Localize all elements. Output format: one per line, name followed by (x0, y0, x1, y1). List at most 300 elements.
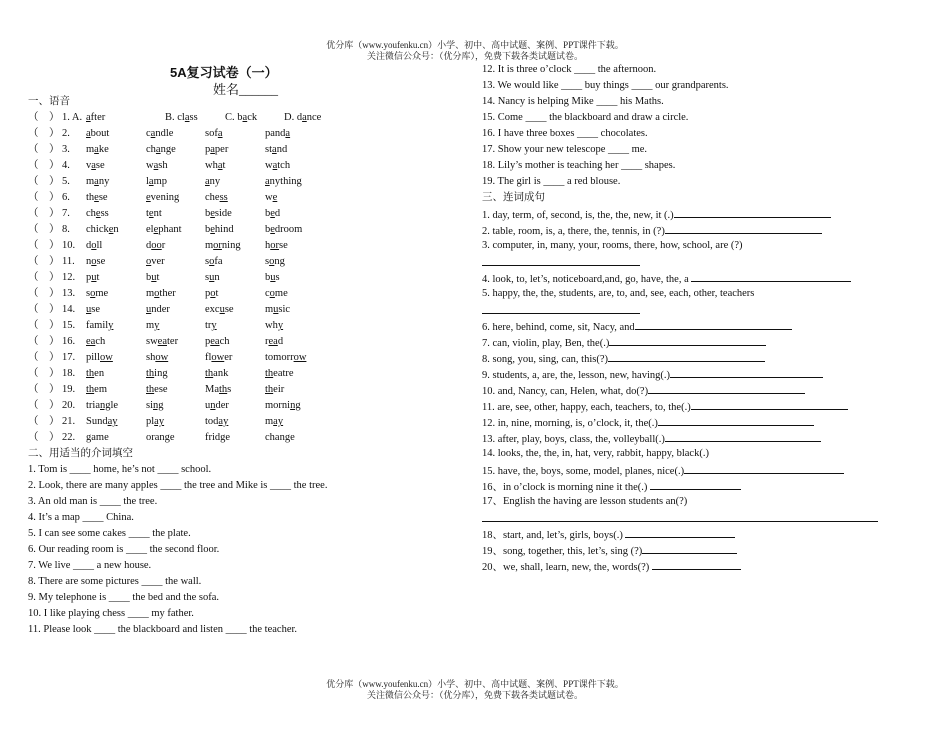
answer-line (665, 430, 821, 442)
answer-bracket: （ ） (28, 384, 60, 395)
underlined-letters: o (154, 288, 160, 299)
page-header (0, 40, 950, 62)
word-suffix: nt (153, 208, 162, 219)
word-prefix: b (265, 208, 271, 219)
underlined-letters: a (94, 144, 99, 155)
underlined-letters: o (269, 256, 275, 267)
underlined-letters: a (272, 160, 278, 171)
question-number: 16. (62, 336, 76, 347)
word-prefix: b (205, 224, 211, 235)
question-number: 5. (62, 176, 70, 187)
sentence-item (482, 558, 922, 574)
preposition-item: 7. We live ____ a new house. (28, 560, 152, 571)
phonetics-row (28, 254, 468, 270)
underlined-letters: a (205, 176, 210, 187)
word-prefix: pl (146, 416, 155, 427)
answer-bracket: （ ） (28, 224, 60, 235)
word-option (205, 398, 229, 414)
word-option (265, 238, 288, 254)
answer-bracket: （ ） (28, 336, 60, 347)
sentence-words: 18、start, and, let’s, girls, boys(.) (482, 530, 626, 541)
underlined-letters: ng (100, 400, 111, 411)
option-b: B. class (165, 112, 198, 123)
preposition-item: 18. Lily’s mother is teaching her ____ shapes. (482, 160, 676, 171)
question-number: 17. (62, 352, 76, 363)
word-option (86, 430, 109, 446)
word-option (205, 270, 220, 286)
word-suffix: sh (158, 160, 168, 171)
word-option (265, 126, 290, 142)
word-prefix: n (86, 256, 92, 267)
word-suffix: se (224, 304, 234, 315)
word-option (205, 126, 223, 142)
question-number: 15. (62, 320, 76, 331)
phonetics-row (28, 430, 468, 446)
sentence-item (482, 414, 922, 430)
underlined-letters: th (265, 368, 274, 379)
answer-line (674, 206, 831, 218)
word-suffix: se (279, 240, 288, 251)
word-suffix: t (156, 272, 160, 283)
phonetics-row (28, 174, 468, 190)
underlined-letters: ay (154, 416, 165, 427)
word-option (205, 206, 232, 222)
word-prefix: w (265, 192, 273, 203)
sentence-item (482, 382, 922, 398)
page-footer (0, 679, 950, 701)
word-prefix: b (146, 272, 152, 283)
word-prefix: ch (86, 208, 96, 219)
header-line-2: 关注微信公众号：（优分库），免费下载各类试题试卷。 (366, 51, 583, 61)
sentence-words: 8. song, you, sing, can, this(?) (482, 354, 608, 365)
word-prefix: ch (146, 144, 156, 155)
footer-line-1: 优分库（www.youfenku.cn）小学、初中、高中试题、案例、PPT课件下载。 (326, 679, 624, 689)
phonetics-row (28, 366, 468, 382)
underlined-letters: o (90, 288, 96, 299)
word-option (86, 222, 119, 238)
preposition-item: 4. It’s a map ____ China. (28, 512, 134, 523)
underlined-letters: g (284, 432, 291, 443)
word-suffix: ning (221, 240, 241, 251)
word-option (146, 254, 165, 270)
underlined-letters: e (94, 192, 99, 203)
underlined-letters: n (210, 400, 216, 411)
word-option (86, 270, 99, 286)
word-option (265, 286, 288, 302)
underlined-letters: g (86, 432, 92, 443)
word-prefix: m (86, 176, 95, 187)
option-c: C. back (225, 112, 258, 123)
underlined-letters: ay (273, 416, 284, 427)
underlined-letters: a (153, 160, 159, 171)
underlined-letters: e (108, 224, 114, 235)
question-number: 22. (62, 432, 76, 443)
word-option (86, 318, 113, 334)
word-option (86, 174, 109, 190)
word-option (86, 382, 107, 398)
word-option (265, 318, 283, 334)
word-option (265, 222, 302, 238)
underlined-letters: ea (210, 336, 220, 347)
word-prefix: s (205, 272, 210, 283)
answer-line-row (482, 302, 922, 318)
underlined-letters: a (150, 128, 156, 139)
answer-line (684, 462, 844, 474)
word-prefix: m (146, 320, 155, 331)
sentence-item (482, 270, 922, 286)
question-number: 18. (62, 368, 76, 379)
word-prefix: m (265, 304, 274, 315)
word-prefix: exc (205, 304, 220, 315)
underlined-letters: y (277, 320, 284, 331)
sentence-item (482, 366, 922, 382)
answer-bracket: （ ） (28, 128, 60, 139)
answer-line (609, 334, 766, 346)
word-suffix: me (95, 288, 109, 299)
sentence-item (482, 334, 922, 350)
word-option (146, 270, 159, 286)
word-option (205, 382, 231, 398)
question-number: 6. (62, 192, 70, 203)
underlined-letters: ng (153, 400, 164, 411)
sentence-words: 6. here, behind, come, sit, Nacy, and (482, 322, 635, 333)
answer-line (665, 222, 822, 234)
underlined-letters: oo (151, 240, 162, 251)
answer-bracket: （ ） (28, 192, 60, 203)
word-suffix: ther (159, 288, 176, 299)
sentence-words: 14. looks, the, the, in, hat, very, rabbit, happy, black(.) (482, 448, 709, 459)
underlined-letters: o (146, 256, 152, 267)
word-option (205, 334, 230, 350)
answer-line (482, 254, 640, 266)
word-prefix: chick (86, 224, 109, 235)
word-option (146, 142, 176, 158)
word-prefix: wh (205, 160, 218, 171)
sentence-item (482, 462, 922, 478)
word-suffix: ndle (155, 128, 174, 139)
word-prefix: sof (205, 128, 218, 139)
word-prefix: oran (146, 432, 165, 443)
underlined-letters: ea (268, 336, 278, 347)
word-option (146, 430, 175, 446)
answer-bracket: （ ） (28, 320, 60, 331)
sentence-item (482, 206, 922, 222)
preposition-item: 15. Come ____ the blackboard and draw a circle. (482, 112, 689, 123)
underlined-letters: a (217, 160, 223, 171)
word-suffix: se (96, 256, 106, 267)
word-option (86, 126, 109, 142)
word-option (86, 206, 109, 222)
word-option (146, 126, 173, 142)
underlined-letters: e (148, 208, 154, 219)
word-option (265, 206, 280, 222)
sentence-words: 4. look, to, let’s, noticeboard,and, go, have, the, a (482, 274, 692, 285)
question-number: 3. (62, 144, 70, 155)
word-suffix: sic (278, 304, 291, 315)
word-option (146, 334, 178, 350)
preposition-item: 16. I have three boxes ____ chocolates. (482, 128, 648, 139)
question-number: 21. (62, 416, 76, 427)
word-option (265, 302, 290, 318)
phonetics-question-1 (28, 110, 468, 126)
word-suffix: r (161, 240, 166, 251)
sentence-words: 19、song, together, this, let’s, sing (?) (482, 546, 643, 557)
word-suffix: ing (154, 368, 168, 379)
underlined-letters: o (210, 288, 216, 299)
underlined-letters: g (164, 432, 170, 443)
preposition-items-right (482, 62, 922, 190)
word-suffix: er (224, 352, 233, 363)
word-option (86, 414, 118, 430)
word-suffix: bout (90, 128, 110, 139)
word-suffix: ter (167, 336, 179, 347)
answer-bracket: （ ） (28, 144, 60, 155)
sentence-item (482, 286, 922, 302)
sentence-item (482, 446, 922, 462)
word-option (205, 222, 234, 238)
word-option (205, 238, 241, 254)
word-prefix: wh (265, 320, 278, 331)
answer-bracket: （ ） (28, 416, 60, 427)
word-suffix: mp (153, 176, 168, 187)
underlined-letters: y (108, 320, 114, 331)
word-prefix: frid (205, 432, 221, 443)
underlined-letters: ow (155, 352, 169, 363)
word-option (265, 414, 283, 430)
answer-line (691, 398, 848, 410)
sentence-words: 7. can, violin, play, Ben, the(.) (482, 338, 610, 349)
word-prefix: sh (146, 352, 156, 363)
answer-bracket: （ ） (28, 432, 60, 443)
word-option (146, 174, 167, 190)
word-prefix: m (146, 288, 155, 299)
word-suffix: ny (98, 176, 110, 187)
preposition-item: 5. I can see some cakes ____ the plate. (28, 528, 191, 539)
underlined-letters: ss (219, 192, 228, 203)
phonetics-row (28, 350, 468, 366)
question-number: 1. A. (62, 112, 83, 123)
word-suffix: s (275, 272, 280, 283)
phonetics-row (28, 286, 468, 302)
phonetics-row (28, 398, 468, 414)
underlined-letters: th (265, 384, 274, 395)
answer-line (635, 318, 792, 330)
underlined-letters: o (209, 256, 215, 267)
phonetics-row (28, 142, 468, 158)
underlined-letters: u (91, 272, 97, 283)
answer-line (691, 270, 851, 282)
option-d: D. dance (284, 112, 322, 123)
word-option (205, 302, 234, 318)
preposition-items-left (28, 462, 468, 638)
answer-line (650, 478, 741, 490)
underlined-letters: ow (293, 352, 307, 363)
word-suffix: en (94, 368, 105, 379)
word-prefix: el (146, 224, 154, 235)
word-option (265, 254, 285, 270)
word-option (146, 158, 168, 174)
underlined-letters: th (219, 384, 228, 395)
word-prefix: s (265, 256, 270, 267)
answer-bracket: （ ） (28, 240, 60, 251)
word-prefix: l (146, 176, 149, 187)
word-suffix: nd (276, 144, 288, 155)
underlined-letters: a (210, 144, 215, 155)
preposition-item: 9. My telephone is ____ the bed and the sofa. (28, 592, 219, 603)
sentence-words: 16、in o’clock is morning nine it the(.) (482, 482, 650, 493)
word-suffix: t (215, 288, 219, 299)
phonetics-row (28, 382, 468, 398)
phonetics-row (28, 222, 468, 238)
word-prefix: fl (205, 352, 212, 363)
word-prefix: b (265, 272, 271, 283)
word-option (205, 318, 217, 334)
sentence-item (482, 430, 922, 446)
answer-line (608, 350, 765, 362)
word-prefix: d (86, 240, 92, 251)
paper-title: 5A复习试卷（一） (170, 65, 278, 80)
sentence-words: 20、we, shall, learn, new, the, words(?) (482, 562, 652, 573)
question-number: 2. (62, 128, 70, 139)
underlined-letters: or (213, 240, 222, 251)
sentence-words: 15. have, the, boys, some, model, planes, nice(.) (482, 466, 685, 477)
preposition-item: 10. I like playing chess ____ my father. (28, 608, 194, 619)
word-option (86, 350, 113, 366)
word-suffix: vening (150, 192, 180, 203)
answer-line (648, 382, 805, 394)
word-option (265, 382, 284, 398)
word-suffix: nything (269, 176, 302, 187)
word-prefix: Sund (86, 416, 108, 427)
word-prefix: pill (86, 352, 101, 363)
section-3-heading: 三、连词成句 (482, 192, 545, 203)
underlined-letters: a (155, 144, 161, 155)
word-option (146, 206, 162, 222)
word-option (265, 334, 283, 350)
sentence-items (482, 206, 922, 574)
word-option (86, 254, 105, 270)
word-suffix: d (277, 336, 284, 347)
word-prefix: m (265, 416, 274, 427)
underlined-letters: u (273, 304, 279, 315)
word-prefix: b (265, 224, 271, 235)
word-option (86, 238, 102, 254)
word-option (265, 350, 306, 366)
name-field-label: 姓名______ (213, 82, 279, 97)
phonetics-row (28, 302, 468, 318)
word-suffix: side (214, 208, 232, 219)
underlined-letters: th (205, 368, 214, 379)
answer-line-row (482, 254, 922, 270)
word-prefix: v (86, 160, 92, 171)
word-prefix: si (146, 400, 154, 411)
word-suffix: ame (91, 432, 109, 443)
phonetics-row (28, 270, 468, 286)
word-suffix: me (274, 288, 288, 299)
word-suffix: e (290, 432, 295, 443)
word-prefix: che (205, 192, 220, 203)
sentence-words: 3. computer, in, many, your, rooms, there, how, school, are (?) (482, 240, 743, 251)
word-suffix: ch (219, 336, 230, 347)
word-suffix: eir (273, 384, 285, 395)
word-option (205, 254, 223, 270)
word-option (205, 366, 228, 382)
word-suffix: se (95, 160, 105, 171)
sentence-words: 13. after, play, boys, class, the, volleyball(.) (482, 434, 665, 445)
word-option (205, 350, 232, 366)
phonetics-row (28, 126, 468, 142)
answer-line (670, 366, 823, 378)
word-option (265, 142, 287, 158)
question-number: 19. (62, 384, 76, 395)
word-suffix: n (113, 224, 119, 235)
underlined-letters: o (91, 256, 97, 267)
word-suffix: tch (277, 160, 291, 171)
underlined-letters: ay (107, 416, 118, 427)
underlined-letters: th (86, 384, 95, 395)
word-prefix: tomorr (265, 352, 294, 363)
preposition-item: 17. Show your new telescope ____ me. (482, 144, 648, 155)
option-a: after (86, 112, 106, 123)
word-option (86, 142, 109, 158)
preposition-item: 12. It is three o’clock ____ the afternoon. (482, 64, 657, 75)
word-prefix: p (86, 272, 92, 283)
preposition-item: 2. Look, there are many apples ____ the tree and Mike is ____ the tree. (28, 480, 328, 491)
question-number: 12. (62, 272, 76, 283)
answer-bracket: （ ） (28, 288, 60, 299)
word-prefix: pand (265, 128, 286, 139)
word-option (265, 398, 301, 414)
word-prefix: m (205, 240, 214, 251)
answer-bracket: （ ） (28, 304, 60, 315)
phonetics-row (28, 190, 468, 206)
section-1-heading: 一、语音 (28, 96, 70, 107)
word-prefix: c (146, 128, 151, 139)
sentence-words: 12. in, nine, morning, is, o’clock, it, the(.) (482, 418, 658, 429)
word-option (205, 430, 230, 446)
word-prefix: tria (86, 400, 100, 411)
word-prefix: r (265, 336, 269, 347)
phonetics-row (28, 414, 468, 430)
word-prefix: th (86, 192, 95, 203)
underlined-letters: th (86, 368, 95, 379)
preposition-item: 11. Please look ____ the blackboard and listen ____ the teacher. (28, 624, 298, 635)
phonetics-row (28, 318, 468, 334)
underlined-letters: a (272, 144, 277, 155)
word-prefix: tr (205, 320, 212, 331)
word-option (146, 190, 179, 206)
underlined-letters: a (94, 176, 99, 187)
sentence-words: 9. students, a, are, the, lesson, new, having(.) (482, 370, 670, 381)
phonetics-rows (28, 126, 468, 446)
preposition-item: 1. Tom is ____ home, he’s not ____ school. (28, 464, 212, 475)
underlined-letters: a (265, 176, 270, 187)
underlined-letters: e (270, 224, 275, 235)
question-number: 8. (62, 224, 70, 235)
word-suffix: droom (274, 224, 303, 235)
word-suffix: phant (158, 224, 182, 235)
answer-bracket: （ ） (28, 160, 60, 171)
word-suffix: nder (151, 304, 170, 315)
underlined-letters: u (151, 272, 157, 283)
word-suffix: ke (98, 144, 109, 155)
answer-line (642, 542, 737, 554)
underlined-letters: a (148, 176, 154, 187)
word-prefix: p (205, 336, 211, 347)
question-number: 13. (62, 288, 76, 299)
right-column (482, 62, 922, 574)
word-suffix: t (222, 160, 226, 171)
